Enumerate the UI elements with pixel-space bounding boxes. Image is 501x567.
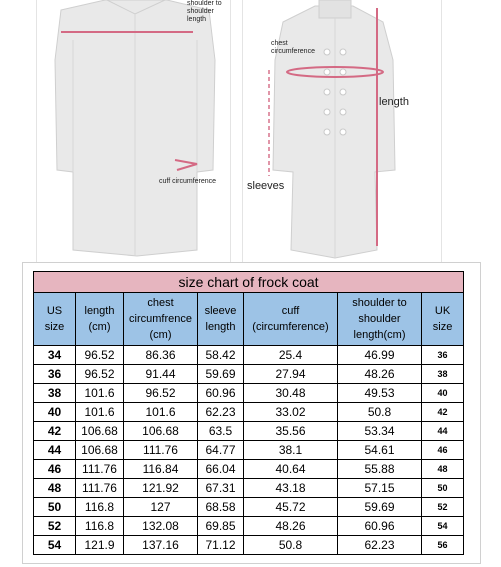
header-line: UK [434, 305, 451, 317]
cell-cuff: 35.56 [244, 422, 338, 441]
header-line: (cm) [88, 321, 111, 333]
cell-shoulder: 55.88 [338, 460, 422, 479]
cell-sleeve: 66.04 [198, 460, 244, 479]
cell-chest: 127 [124, 498, 198, 517]
cell-uk-size: 50 [422, 479, 464, 498]
cell-cuff: 33.02 [244, 403, 338, 422]
cell-length: 101.6 [76, 384, 124, 403]
cell-uk-size: 38 [422, 365, 464, 384]
cell-us-size: 54 [34, 536, 76, 555]
cell-us-size: 50 [34, 498, 76, 517]
header-sleeve [198, 293, 244, 346]
cell-sleeve: 63.5 [198, 422, 244, 441]
cell-uk-size: 42 [422, 403, 464, 422]
size-chart [22, 262, 481, 564]
cell-cuff: 25.4 [244, 346, 338, 365]
cuff-label: cuff circumference [159, 178, 217, 185]
cell-length: 106.68 [76, 422, 124, 441]
cell-shoulder: 60.96 [338, 517, 422, 536]
coat-back-illustration [37, 0, 230, 262]
cell-cuff: 27.94 [244, 365, 338, 384]
cell-shoulder: 62.23 [338, 536, 422, 555]
shoulder-label: shoulder to shoulder length [187, 0, 222, 23]
cell-uk-size: 46 [422, 441, 464, 460]
header-uk-size [422, 293, 464, 346]
front-view-figure [242, 0, 442, 262]
cell-sleeve: 62.23 [198, 403, 244, 422]
cell-length: 101.6 [76, 403, 124, 422]
header-us-size [34, 293, 76, 346]
header-line: size [432, 321, 453, 333]
cell-uk-size: 40 [422, 384, 464, 403]
cell-sleeve: 67.31 [198, 479, 244, 498]
cell-uk-size: 56 [422, 536, 464, 555]
cell-cuff: 40.64 [244, 460, 338, 479]
header-line: shoulder to [352, 297, 407, 309]
table-row [34, 536, 464, 555]
table-row [34, 517, 464, 536]
header-line: shoulder [358, 313, 401, 325]
table-row [34, 422, 464, 441]
size-chart-header-row [34, 293, 464, 346]
size-chart-title: size chart of frock coat [34, 272, 464, 293]
length-label: length [379, 96, 409, 108]
table-row [34, 479, 464, 498]
table-row [34, 460, 464, 479]
cell-chest: 101.6 [124, 403, 198, 422]
cell-chest: 111.76 [124, 441, 198, 460]
cell-us-size: 40 [34, 403, 76, 422]
back-view-figure [36, 0, 231, 262]
cell-sleeve: 60.96 [198, 384, 244, 403]
table-row [34, 346, 464, 365]
header-line: length [205, 321, 236, 333]
chest-label: chest circumference [271, 40, 315, 55]
cell-cuff: 50.8 [244, 536, 338, 555]
header-line: sleeve [204, 305, 237, 317]
cell-shoulder: 49.53 [338, 384, 422, 403]
cell-cuff: 30.48 [244, 384, 338, 403]
header-line: US [46, 305, 63, 317]
cell-sleeve: 69.85 [198, 517, 244, 536]
size-chart-body [34, 346, 464, 555]
cell-length: 96.52 [76, 346, 124, 365]
cell-us-size: 38 [34, 384, 76, 403]
cell-length: 111.76 [76, 460, 124, 479]
size-chart-table [33, 271, 464, 555]
cell-sleeve: 68.58 [198, 498, 244, 517]
cell-chest: 137.16 [124, 536, 198, 555]
cell-cuff: 43.18 [244, 479, 338, 498]
cell-us-size: 44 [34, 441, 76, 460]
cell-shoulder: 57.15 [338, 479, 422, 498]
cell-cuff: 48.26 [244, 517, 338, 536]
header-line: length(cm) [353, 329, 406, 341]
cell-chest: 106.68 [124, 422, 198, 441]
cell-uk-size: 48 [422, 460, 464, 479]
cell-uk-size: 36 [422, 346, 464, 365]
header-line: length [84, 305, 115, 317]
cell-shoulder: 50.8 [338, 403, 422, 422]
cell-us-size: 46 [34, 460, 76, 479]
header-shoulder [338, 293, 422, 346]
cell-us-size: 52 [34, 517, 76, 536]
header-line: chest [147, 297, 174, 309]
cell-uk-size: 44 [422, 422, 464, 441]
cell-us-size: 42 [34, 422, 76, 441]
cell-cuff: 38.1 [244, 441, 338, 460]
cell-shoulder: 53.34 [338, 422, 422, 441]
cell-us-size: 36 [34, 365, 76, 384]
table-row [34, 403, 464, 422]
cell-chest: 121.92 [124, 479, 198, 498]
sleeves-label: sleeves [247, 180, 285, 192]
cell-length: 111.76 [76, 479, 124, 498]
header-chest [124, 293, 198, 346]
header-line: size [44, 321, 65, 333]
cell-sleeve: 71.12 [198, 536, 244, 555]
header-line: circumfrence [129, 313, 192, 325]
header-length [76, 293, 124, 346]
table-row [34, 498, 464, 517]
cell-uk-size: 52 [422, 498, 464, 517]
header-line: cuff [281, 305, 300, 317]
table-row [34, 365, 464, 384]
header-cuff [244, 293, 338, 346]
cell-shoulder: 54.61 [338, 441, 422, 460]
cell-sleeve: 59.69 [198, 365, 244, 384]
cell-chest: 96.52 [124, 384, 198, 403]
table-row [34, 384, 464, 403]
cell-length: 106.68 [76, 441, 124, 460]
cell-us-size: 48 [34, 479, 76, 498]
header-line: (circumference) [252, 321, 329, 333]
cell-length: 116.8 [76, 517, 124, 536]
cell-sleeve: 64.77 [198, 441, 244, 460]
cell-chest: 116.84 [124, 460, 198, 479]
cell-length: 121.9 [76, 536, 124, 555]
cell-length: 96.52 [76, 365, 124, 384]
header-line: (cm) [149, 329, 172, 341]
cell-chest: 132.08 [124, 517, 198, 536]
cell-length: 116.8 [76, 498, 124, 517]
cell-shoulder: 46.99 [338, 346, 422, 365]
cell-shoulder: 59.69 [338, 498, 422, 517]
cell-chest: 86.36 [124, 346, 198, 365]
table-row [34, 441, 464, 460]
cell-uk-size: 54 [422, 517, 464, 536]
cell-chest: 91.44 [124, 365, 198, 384]
cell-sleeve: 58.42 [198, 346, 244, 365]
cell-cuff: 45.72 [244, 498, 338, 517]
cell-us-size: 34 [34, 346, 76, 365]
cell-shoulder: 48.26 [338, 365, 422, 384]
